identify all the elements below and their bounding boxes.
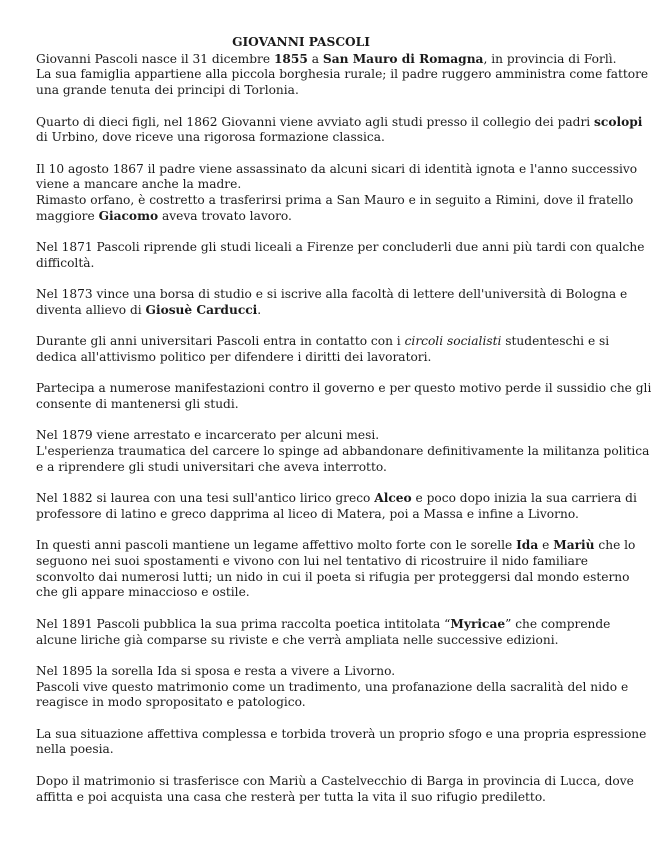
paragraph: [36, 663, 629, 711]
text-run: sconvolto dai numerosi lutti; un nido in cui il poeta si rifugia per proteggersi dal mondo esterno: [36, 569, 630, 584]
text-line: [36, 790, 566, 806]
paragraph: [36, 726, 647, 758]
text-run: diventa allievo di: [36, 302, 146, 317]
text-line: [36, 51, 617, 68]
text-run: In questi anni pascoli mantiene un legame affettivo molto forte con le sorelle: [36, 538, 517, 553]
bold-text: scolopi: [594, 114, 643, 129]
text-line: [36, 585, 566, 601]
text-run: Nel 1895 la sorella Ida si sposa e resta a vivere a Livorno.: [36, 663, 396, 678]
paragraph: [36, 287, 628, 318]
text-line: [36, 256, 566, 272]
text-run: Quarto di dieci figli, nel 1862 Giovanni viene avviato agli studi presso il collegio dei padri: [36, 114, 595, 129]
text-run: L'esperienza traumatica del carcere lo spinge ad abbandonare definitivamente la militanza politica: [36, 444, 650, 459]
text-line: [36, 554, 588, 570]
text-line: [36, 397, 566, 413]
text-run: Nel 1879 viene arrestato e incarcerato per alcuni mesi.: [36, 428, 380, 443]
text-line: [36, 193, 634, 209]
text-line: [36, 633, 566, 649]
bold-text: Giacomo: [98, 208, 159, 223]
text-run: , in provincia di Forlì.: [483, 51, 617, 66]
document-title: GIOVANNI PASCOLI: [232, 35, 370, 49]
document-body: [36, 51, 651, 806]
text-run: ” che comprende: [505, 616, 611, 631]
text-run: una grande tenuta dei principi di Torlonia.: [36, 83, 299, 98]
paragraph: [36, 161, 638, 225]
text-line: [36, 350, 566, 366]
text-run: La sua situazione affettiva complessa e torbida troverà un proprio sfogo e una propria espressione: [36, 726, 647, 741]
paragraph: [36, 51, 649, 99]
text-run: maggiore: [36, 208, 99, 223]
text-line: [36, 726, 647, 743]
text-run: Il 10 agosto 1867 il padre viene assassinato da alcuni sicari di identità ignota e l'anno successivo: [36, 161, 638, 176]
text-line: [36, 428, 566, 444]
text-line: [36, 161, 638, 178]
text-line: [36, 240, 645, 256]
bold-text: San Mauro di Romagna: [322, 51, 484, 66]
text-run: studenteschi e si: [501, 334, 610, 349]
italic-text: circoli socialisti: [404, 334, 502, 349]
paragraph: [36, 616, 611, 648]
text-line: [36, 334, 610, 350]
text-run: Nel 1871 Pascoli riprende gli studi liceali a Firenze per concluderli due anni più tardi con qualche: [36, 240, 645, 255]
text-run: seguono nei suoi spostamenti e vivono con lui nel tentativo di ricostruire il nido familiare: [36, 554, 588, 569]
text-line: [36, 303, 566, 319]
paragraph: [36, 334, 610, 365]
text-run: reagisce in modo spropositato e patologico.: [36, 695, 306, 710]
bold-text: Ida: [516, 538, 539, 553]
text-line: [36, 381, 651, 397]
text-line: [36, 664, 566, 680]
text-run: difficoltà.: [36, 255, 95, 270]
paragraph: [36, 491, 637, 522]
paragraph: [36, 114, 643, 146]
text-line: [36, 444, 650, 460]
text-line: [36, 773, 634, 790]
text-line: [36, 679, 629, 696]
text-line: [36, 616, 611, 633]
bold-text: Mariù: [553, 538, 595, 553]
text-run: e poco dopo inizia la sua carriera di: [411, 491, 637, 506]
text-run: consente di mantenersi gli studi.: [36, 397, 239, 412]
text-line: [36, 538, 636, 554]
text-run: e a riprendere gli studi universitari che aveva interrotto.: [36, 459, 387, 474]
paragraph: [36, 538, 636, 601]
text-line: [36, 83, 566, 99]
text-line: [36, 460, 566, 476]
paragraph: [36, 381, 651, 412]
text-line: [36, 695, 566, 711]
text-line: [36, 177, 566, 193]
text-run: Nel 1882 si laurea con una tesi sull'antico lirico greco: [36, 491, 375, 506]
text-line: [36, 67, 649, 83]
text-run: dedica all'attivismo politico per difendere i diritti dei lavoratori.: [36, 349, 432, 364]
text-run: e: [538, 538, 554, 553]
bold-text: Myricae: [450, 616, 506, 631]
text-run: alcune liriche già comparse su riviste e che verrà ampliata nelle successive edizioni.: [36, 632, 559, 647]
text-line: [36, 742, 566, 758]
text-run: Nel 1873 vince una borsa di studio e si iscrive alla facoltà di lettere dell'università di Bologna e: [36, 287, 628, 302]
text-line: [36, 114, 643, 131]
text-run: aveva trovato lavoro.: [158, 208, 292, 223]
text-run: Rimasto orfano, è costretto a trasferirsi prima a San Mauro e in seguito a Rimini, dove il fratello: [36, 193, 634, 207]
text-run: Nel 1891 Pascoli pubblica la sua prima raccolta poetica intitolata “: [36, 616, 451, 631]
paragraph: [36, 240, 645, 271]
document-page: [36, 35, 651, 821]
paragraph: [36, 773, 634, 805]
text-line: [36, 209, 566, 225]
bold-text: Alceo: [374, 491, 412, 506]
text-run: Dopo il matrimonio si trasferisce con Mariù a Castelvecchio di Barga in provincia di Lucca, dove: [36, 773, 634, 788]
text-run: Partecipa a numerose manifestazioni contro il governo e per questo motivo perde il sussidio che gli: [36, 381, 651, 396]
text-run: Durante gli anni universitari Pascoli entra in contatto con i: [36, 334, 405, 349]
text-run: che gli appare minaccioso e ostile.: [36, 585, 250, 600]
text-line: [36, 491, 637, 507]
text-run: Pascoli vive questo matrimonio come un tradimento, una profanazione della sacralità del nido e: [36, 679, 629, 694]
text-run: a: [307, 51, 323, 66]
text-line: [36, 130, 566, 146]
text-line: [36, 506, 579, 523]
text-line: [36, 569, 630, 586]
text-run: di Urbino, dove riceve una rigorosa formazione classica.: [36, 130, 385, 145]
text-line: [36, 287, 628, 303]
bold-text: 1855: [273, 51, 308, 66]
text-run: professore di latino e greco dapprima al liceo di Matera, poi a Massa e infine a Livorno.: [36, 506, 579, 521]
text-run: La sua famiglia appartiene alla piccola borghesia rurale; il padre ruggero amministra come fattore: [36, 67, 649, 82]
text-run: .: [257, 302, 262, 317]
bold-text: Giosuè Carducci: [145, 302, 258, 317]
text-run: nella poesia.: [36, 742, 114, 757]
text-run: affitta e poi acquista una casa che resterà per tutta la vita il suo rifugio prediletto.: [36, 789, 546, 804]
text-run: Giovanni Pascoli nasce il 31 dicembre: [36, 51, 274, 66]
text-run: viene a mancare anche la madre.: [36, 177, 242, 192]
paragraph: [36, 428, 650, 475]
text-run: che lo: [594, 538, 636, 553]
